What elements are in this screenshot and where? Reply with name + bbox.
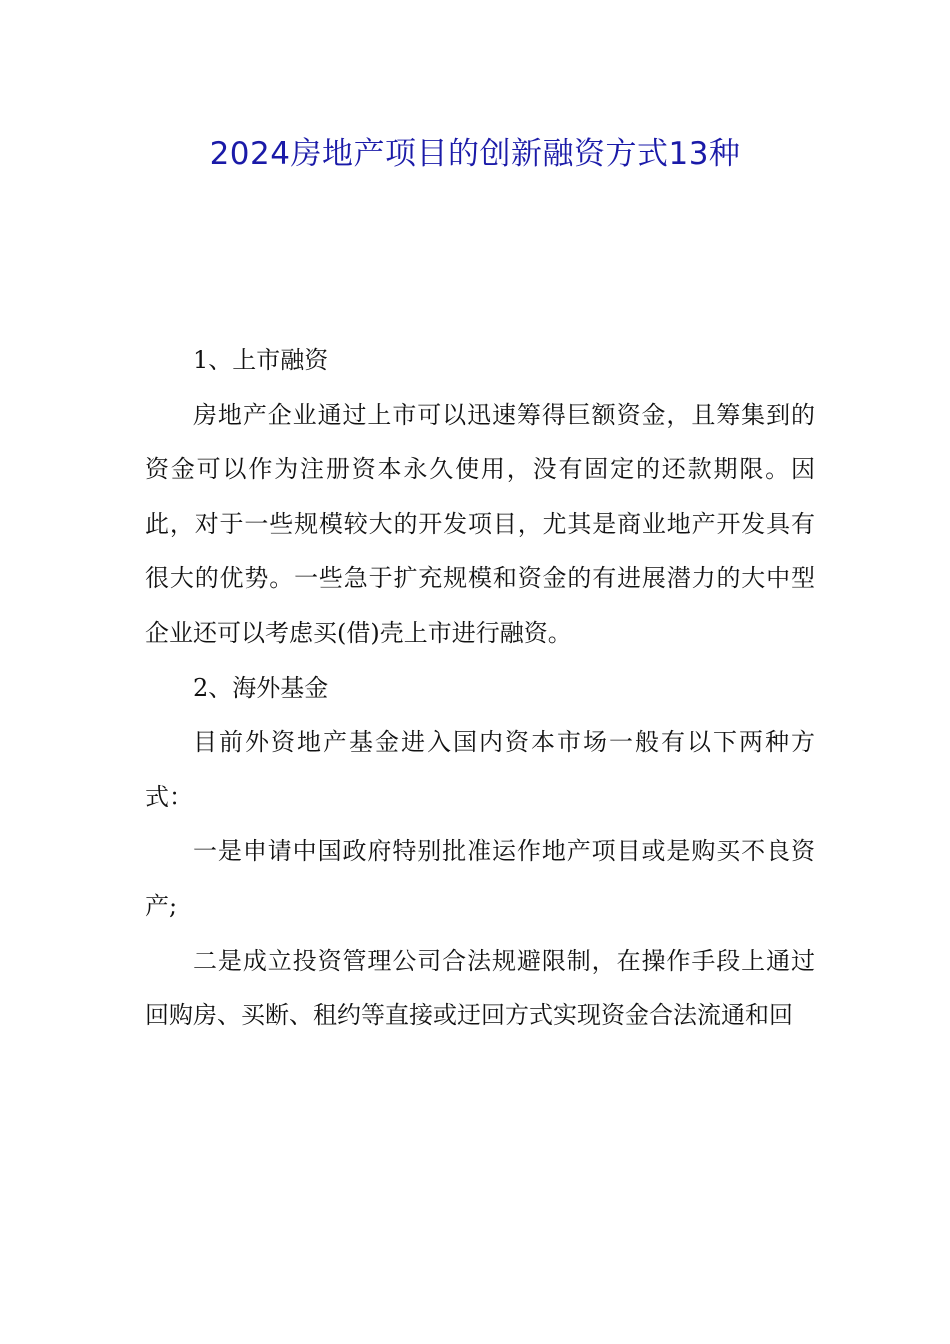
paragraph-method-one: 一是申请中国政府特别批准运作地产项目或是购买不良资产; xyxy=(145,837,815,920)
paragraph-method-two: 二是成立投资管理公司合法规避限制，在操作手段上通过回购房、买断、租约等直接或迂回方式实现资金合法流通和回 xyxy=(145,946,815,1030)
section-heading-listing: 1、上市融资 xyxy=(193,346,329,374)
paragraph-foreign-fund-intro: 目前外资地产基金进入国内资本市场一般有以下两种方式： xyxy=(145,728,815,811)
paragraph-listing-financing: 房地产企业通过上市可以迅速筹得巨额资金，且筹集到的资金可以作为注册资本永久使用，没有固定的还款期限。因此，对于一些规模较大的开发项目，尤其是商业地产开发具有很大的优势。一些急于扩充规模和资金的有进展潜力的大中型企业还可以考虑买(借)壳上市进行融资。 xyxy=(145,400,815,647)
document-body xyxy=(145,333,815,1043)
document-title: 2024房地产项目的创新融资方式13种 xyxy=(209,136,741,172)
section-heading-overseas-fund: 2、海外基金 xyxy=(193,673,329,702)
